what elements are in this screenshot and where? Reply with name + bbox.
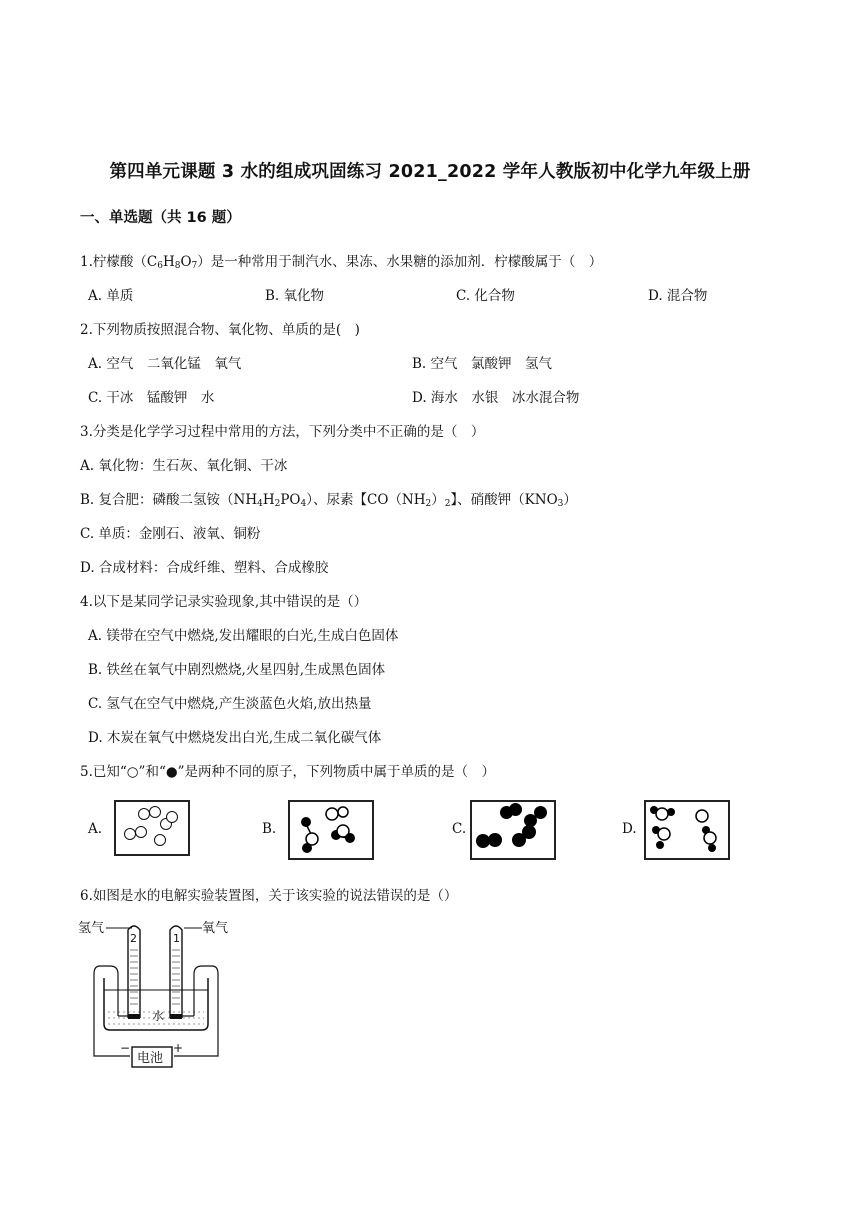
q2-option-d[interactable]: D. 海水 水银 冰水混合物 [412, 390, 580, 406]
q5-option-c-diagram[interactable] [470, 800, 556, 860]
q1-option-a[interactable]: A. 单质 [88, 288, 134, 304]
hydrogen-label: 氢气 [78, 921, 105, 936]
q1-sub-2: 8 [174, 261, 181, 271]
page-title: 第四单元课题 3 水的组成巩固练习 2021_2022 学年人教版初中化学九年级上册 [109, 162, 751, 182]
q5-option-c-label[interactable]: C. [452, 821, 467, 837]
battery-minus: − [120, 1041, 131, 1055]
q3-option-d[interactable]: D. 合成材料：合成纤维、塑料、合成橡胶 [80, 560, 329, 576]
molecule-diagram-b [290, 802, 372, 858]
q3b-text-e: ） [431, 492, 445, 508]
white-atom [149, 806, 161, 818]
section-heading: 一、单选题（共 16 题） [80, 210, 241, 226]
q4-option-b[interactable]: B. 铁丝在氧气中剧烈燃烧,火星四射,生成黑色固体 [88, 662, 386, 678]
question-4-stem: 4.以下是某同学记录实验现象,其中错误的是（） [80, 594, 368, 610]
q3b-text-b: H [262, 492, 275, 508]
q1-option-b[interactable]: B. 氧化物 [265, 288, 325, 304]
q3b-sub-1: 4 [257, 499, 263, 509]
q3b-sub-5: 2 [444, 499, 451, 509]
question-1-stem [80, 250, 602, 271]
question-2-stem: 2.下列物质按照混合物、氧化物、单质的是( ) [80, 322, 360, 338]
q3b-text-g: ） [563, 492, 577, 508]
battery-plus: + [173, 1041, 184, 1055]
q3b-text-f: 】、硝酸钾（KNO [450, 492, 558, 508]
q2-option-c[interactable]: C. 干冰 锰酸钾 水 [88, 390, 215, 406]
q1-text-b: H [162, 254, 175, 270]
q1-option-d[interactable]: D. 混合物 [648, 288, 708, 304]
q3b-sub-3: 4 [300, 499, 307, 509]
white-atom [166, 811, 178, 823]
question-6-stem: 6.如图是水的电解实验装置图，关于该实验的说法错误的是（） [80, 888, 458, 904]
question-5-stem: 5.已知“○”和“●”是两种不同的原子，下列物质中属于单质的是（ ） [80, 764, 496, 780]
q1-sub-1: 6 [157, 261, 163, 271]
white-atom [154, 834, 166, 846]
electrolysis-apparatus-svg [76, 916, 241, 1081]
tube-1-label: 1 [173, 932, 180, 945]
q5-option-a-diagram[interactable] [114, 800, 190, 856]
white-atom [135, 826, 147, 838]
q1-sub-3: 7 [191, 261, 198, 271]
water-label: 水 [152, 1009, 165, 1023]
q2-option-a[interactable]: A. 空气 二氧化锰 氧气 [88, 356, 242, 372]
q3-option-b[interactable] [80, 488, 577, 509]
q3b-sub-4: 2 [425, 499, 432, 509]
q3-option-a[interactable]: A. 氧化物：生石灰、氧化铜、干冰 [80, 458, 288, 474]
q5-option-b-label[interactable]: B. [262, 821, 277, 837]
q4-option-d[interactable]: D. 木炭在氧气中燃烧发出白光,生成二氧化碳气体 [88, 730, 382, 746]
q5-option-d-label[interactable]: D. [622, 821, 637, 837]
question-3-stem: 3.分类是化学学习过程中常用的方法，下列分类中不正确的是（ ） [80, 424, 485, 440]
q3b-text-a: B. 复合肥：磷酸二氢铵（NH [80, 492, 258, 508]
q3b-text-d: ）、尿素【CO（NH [306, 492, 426, 508]
black-atom [522, 825, 536, 839]
black-atom [509, 803, 522, 816]
q1-text-a: 1.柠檬酸（C [80, 254, 158, 270]
tube-2-label: 2 [130, 932, 137, 945]
molecule-diagram-d [646, 802, 728, 858]
q1-text-d: ）是一种常用于制汽水、果冻、水果糖的添加剂．柠檬酸属于（ ） [197, 254, 603, 270]
oxygen-label: 氧气 [202, 921, 229, 936]
q3b-text-c: PO [280, 492, 301, 508]
q5-option-a-label[interactable]: A. [88, 821, 103, 837]
q5-option-b-diagram[interactable] [288, 800, 374, 860]
q1-option-c[interactable]: C. 化合物 [456, 288, 515, 304]
battery-label: 电池 [137, 1051, 164, 1066]
q3b-sub-6: 3 [557, 499, 564, 509]
q3-option-c[interactable]: C. 单质：金刚石、液氧、铜粉 [80, 526, 261, 542]
q2-option-b[interactable]: B. 空气 氯酸钾 氢气 [412, 356, 553, 372]
q4-option-a[interactable]: A. 镁带在空气中燃烧,发出耀眼的白光,生成白色固体 [88, 628, 399, 644]
q1-text-c: O [180, 254, 192, 270]
q4-option-c[interactable]: C. 氢气在空气中燃烧,产生淡蓝色火焰,放出热量 [88, 696, 372, 712]
q3b-sub-2: 2 [274, 499, 281, 509]
electrolysis-diagram [76, 916, 241, 1081]
q5-option-d-diagram[interactable] [644, 800, 730, 860]
black-atom [488, 833, 502, 847]
